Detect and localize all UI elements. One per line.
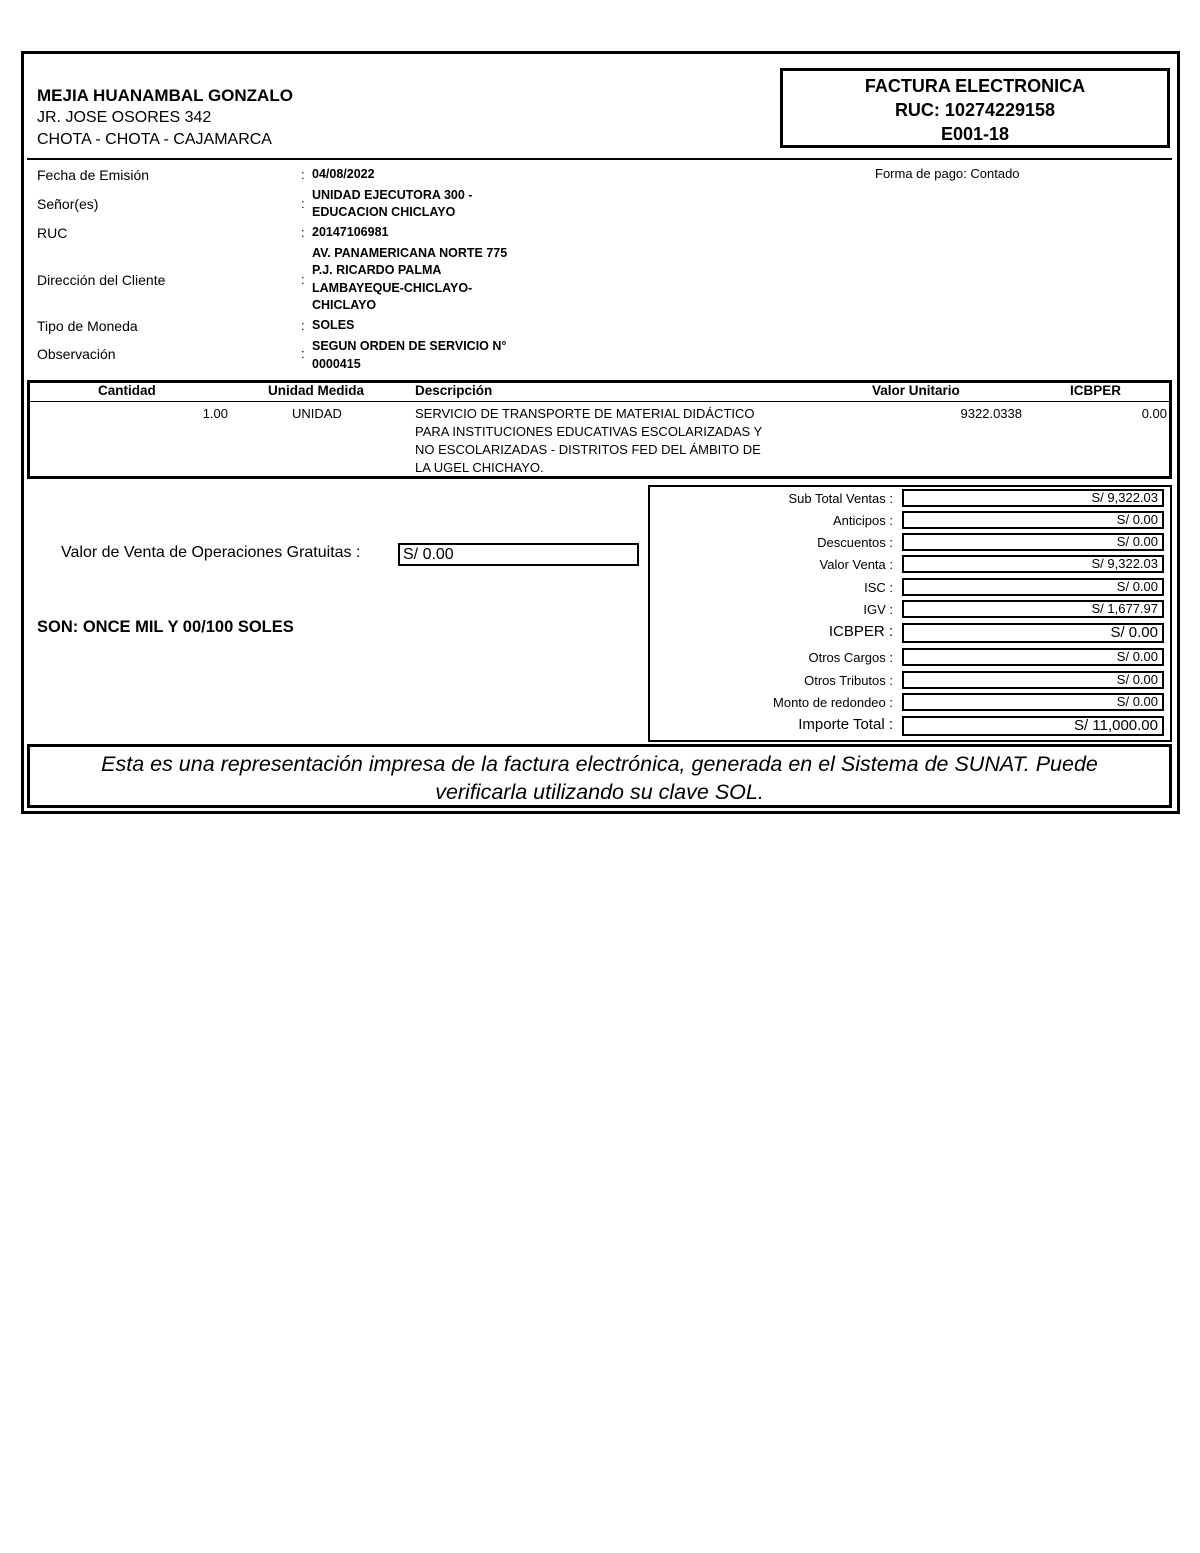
observacion-line-2: 0000415 <box>312 357 361 371</box>
total-value: S/ 11,000.00 <box>902 716 1164 736</box>
fecha-value: 04/08/2022 <box>312 167 375 181</box>
colon: : <box>301 196 305 211</box>
total-value: S/ 0.00 <box>902 671 1164 689</box>
total-row-icbper <box>652 622 1166 644</box>
amount-in-words: SON: ONCE MIL Y 00/100 SOLES <box>37 618 294 636</box>
items-header-divider <box>30 401 1169 402</box>
total-row-otros-cargos <box>652 647 1166 669</box>
total-label: IGV : <box>863 602 893 617</box>
gratuitas-value: S/ 0.00 <box>398 543 639 566</box>
moneda-label: Tipo de Moneda <box>37 318 138 334</box>
header-divider <box>27 158 1172 160</box>
cell-descripcion-line-3: NO ESCOLARIZADAS - DISTRITOS FED DEL ÁMBITO DE <box>415 442 761 457</box>
total-label: ICBPER : <box>828 623 893 640</box>
total-label: Anticipos : <box>833 513 893 528</box>
issuer-ruc: RUC: 10274229158 <box>894 100 1056 120</box>
cell-unidad: UNIDAD <box>292 406 342 421</box>
direccion-label: Dirección del Cliente <box>37 272 166 288</box>
document-type: FACTURA ELECTRONICA <box>864 76 1086 96</box>
colon: : <box>301 272 305 287</box>
cell-icbper: 0.00 <box>1141 406 1167 421</box>
total-value: S/ 9,322.03 <box>902 555 1164 573</box>
total-row-importe-total <box>652 715 1166 737</box>
col-header-unidad: Unidad Medida <box>268 383 365 398</box>
total-label: Valor Venta : <box>819 557 893 572</box>
total-value: S/ 0.00 <box>902 623 1164 643</box>
colon: : <box>301 225 305 240</box>
cell-valor-unitario: 9322.0338 <box>960 406 1022 421</box>
total-value: S/ 0.00 <box>902 533 1164 551</box>
cell-cantidad: 1.00 <box>202 406 228 421</box>
footer-note <box>27 744 1172 808</box>
ruc-value: 20147106981 <box>312 225 389 239</box>
footer-note-line-1: Esta es una representación impresa de la factura electrónica, generada en el Sistema de SUNAT. Puede <box>101 752 1098 776</box>
direccion-line-2: P.J. RICARDO PALMA <box>312 263 442 277</box>
total-row-valor-venta <box>652 554 1166 576</box>
table-row <box>415 405 762 477</box>
total-label: Sub Total Ventas : <box>788 491 893 506</box>
total-value: S/ 0.00 <box>902 693 1164 711</box>
total-value: S/ 0.00 <box>902 648 1164 666</box>
total-value: S/ 0.00 <box>902 578 1164 596</box>
total-row-monto-redondeo <box>652 692 1166 714</box>
total-value: S/ 0.00 <box>902 511 1164 529</box>
total-label: Otros Tributos : <box>804 673 893 688</box>
total-row-sub-total-ventas <box>652 488 1166 510</box>
fecha-label: Fecha de Emisión <box>37 167 150 183</box>
colon: : <box>301 346 305 361</box>
ruc-label: RUC <box>37 225 68 241</box>
gratuitas-label: Valor de Venta de Operaciones Gratuitas : <box>61 544 361 561</box>
col-header-valor-unitario: Valor Unitario <box>872 383 960 398</box>
observacion-label: Observación <box>37 346 116 362</box>
total-value: S/ 9,322.03 <box>902 489 1164 507</box>
colon: : <box>301 318 305 333</box>
cell-descripcion-line-1: SERVICIO DE TRANSPORTE DE MATERIAL DIDÁCTICO <box>415 406 755 421</box>
total-label: Otros Cargos : <box>808 650 893 665</box>
senor-label: Señor(es) <box>37 196 99 212</box>
col-header-icbper: ICBPER <box>1070 383 1122 398</box>
colon: : <box>301 167 305 182</box>
total-row-otros-tributos <box>652 670 1166 692</box>
col-header-descripcion: Descripción <box>415 383 493 398</box>
total-value: S/ 1,677.97 <box>902 600 1164 618</box>
observacion-line-1: SEGUN ORDEN DE SERVICIO N° <box>312 339 507 353</box>
document-type-box <box>780 68 1170 148</box>
senor-value-line-1: UNIDAD EJECUTORA 300 - <box>312 188 473 202</box>
total-row-descuentos <box>652 532 1166 554</box>
issuer-location: CHOTA - CHOTA - CAJAMARCA <box>37 131 272 148</box>
direccion-line-1: AV. PANAMERICANA NORTE 775 <box>312 246 508 260</box>
total-row-anticipos <box>652 510 1166 532</box>
col-header-cantidad: Cantidad <box>98 383 156 398</box>
direccion-line-4: CHICLAYO <box>312 298 377 312</box>
document-number: E001-18 <box>940 124 1010 144</box>
cell-descripcion-line-2: PARA INSTITUCIONES EDUCATIVAS ESCOLARIZADAS Y <box>415 424 763 439</box>
total-label: Monto de redondeo : <box>773 695 893 710</box>
total-row-igv <box>652 599 1166 621</box>
total-label: Importe Total : <box>798 716 893 733</box>
issuer-name: MEJIA HUANAMBAL GONZALO <box>37 86 293 105</box>
issuer-address: JR. JOSE OSORES 342 <box>37 109 212 126</box>
footer-note-line-2: verificarla utilizando su clave SOL. <box>435 780 764 804</box>
senor-value-line-2: EDUCACION CHICLAYO <box>312 205 456 219</box>
cell-descripcion-line-4: LA UGEL CHICHAYO. <box>415 460 544 475</box>
payment-term: Forma de pago: Contado <box>875 166 1020 181</box>
direccion-line-3: LAMBAYEQUE-CHICLAYO- <box>312 281 473 295</box>
total-label: Descuentos : <box>817 535 893 550</box>
moneda-value: SOLES <box>312 318 355 332</box>
total-row-isc <box>652 577 1166 599</box>
total-label: ISC : <box>864 580 893 595</box>
